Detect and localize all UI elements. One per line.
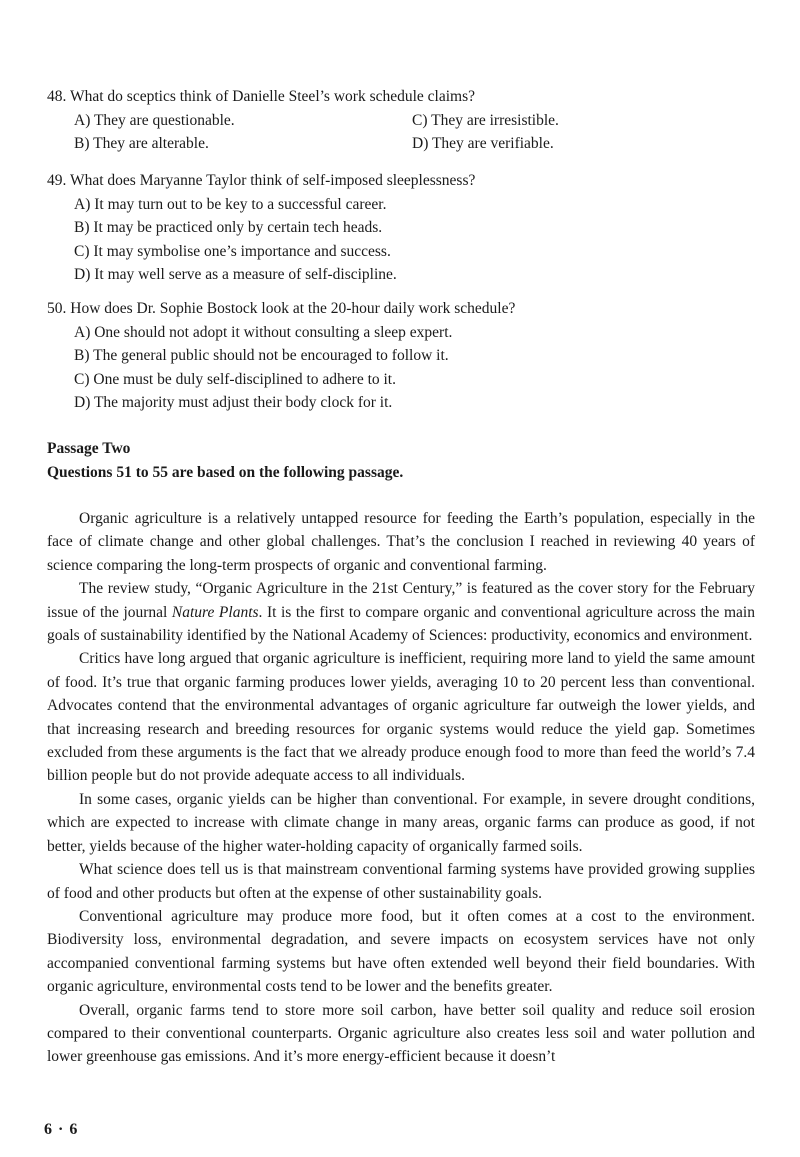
passage-paragraph-6: Conventional agriculture may produce more food, but it often comes at a cost to the environment. Biodiversity loss, environmental degradation, and severe impacts on ecosystem services have not only accompanied conventional farming systems but have often extended well beyond their field boundaries. With organic agriculture, environmental costs tend to be lower and the benefits greater. <box>47 907 755 996</box>
question-49-option-a: A) It may turn out to be key to a successful career. <box>74 195 387 213</box>
question-48-options-row-1 <box>47 109 767 133</box>
question-48-option-d: D) They are verifiable. <box>412 135 554 152</box>
passage-paragraph-2-start: The review study, “Organic Agriculture in the 21st Century,” is featured as the cover story for the February issue of the journal <box>47 580 755 621</box>
question-48 <box>47 85 767 156</box>
passage-body <box>47 507 755 1069</box>
question-50 <box>47 297 767 415</box>
question-49-option-b: B) It may be practiced only by certain tech heads. <box>74 219 383 236</box>
question-48-stem: 48. What do sceptics think of Danielle Steel’s work schedule claims? <box>47 88 476 105</box>
question-48-option-a: A) They are questionable. <box>74 111 235 129</box>
question-48-options-row-2 <box>47 132 767 156</box>
passage-title: Passage Two <box>47 440 131 457</box>
question-48-option-c: C) They are irresistible. <box>412 111 559 129</box>
question-48-option-b: B) They are alterable. <box>74 135 209 152</box>
page-number: 6 · 6 <box>44 1121 79 1138</box>
passage-instruction: Questions 51 to 55 are based on the following passage. <box>47 464 404 481</box>
passage-paragraph-5: What science does tell us is that mainstream conventional farming systems have provided growing supplies of food and other products but often at the expense of other sustainability goals. <box>47 861 755 902</box>
question-50-option-b: B) The general public should not be encouraged to follow it. <box>74 347 449 364</box>
question-49-option-d: D) It may well serve as a measure of self-discipline. <box>74 266 397 283</box>
journal-title: Nature Plants <box>171 603 259 621</box>
question-50-option-a: A) One should not adopt it without consulting a sleep expert. <box>74 323 453 341</box>
passage-paragraph-1: Organic agriculture is a relatively untapped resource for feeding the Earth’s population, especially in the face of climate change and other global challenges. That’s the conclusion I reached in reviewing 40 years of science comparing the long-term prospects of organic and conventional farming. <box>47 510 755 574</box>
passage-paragraph-7: Overall, organic farms tend to store more soil carbon, have better soil quality and reduce soil erosion compared to their conventional counterparts. Organic agriculture also creates less soil and water pollution and lower greenhouse gas emissions. And it’s more energy-efficient because it doesn’t <box>47 1001 755 1066</box>
passage-paragraph-2-end: . It is the first to compare organic and conventional agriculture across the main goals of sustainability identified by the National Academy of Sciences: productivity, economics and environment. <box>47 603 755 645</box>
question-49-stem: 49. What does Maryanne Taylor think of self-imposed sleeplessness? <box>47 172 476 189</box>
question-49 <box>47 169 767 287</box>
passage-paragraph-4: In some cases, organic yields can be higher than conventional. For example, in severe drought conditions, which are expected to increase with climate change in many areas, organic farms can produce as good, if not better, yields because of the higher water-holding capacity of organically farmed soils. <box>47 790 755 855</box>
question-50-option-d: D) The majority must adjust their body clock for it. <box>74 394 393 411</box>
question-50-option-c: C) One must be duly self-disciplined to adhere to it. <box>74 370 396 388</box>
question-50-stem: 50. How does Dr. Sophie Bostock look at the 20-hour daily work schedule? <box>47 300 516 317</box>
passage-paragraph-2 <box>47 577 755 647</box>
passage-paragraph-3: Critics have long argued that organic agriculture is inefficient, requiring more land to yield the same amount of food. It’s true that organic farming produces lower yields, averaging 10 to 20 percent less than conventional. Advocates contend that the environmental advantages of organic agriculture far outweigh the lower yields, and that increasing research and breeding resources for organic systems would reduce the yield gap. Sometimes excluded from these arguments is the fact that we already produce enough food to more than feed the world’s 7.4 billion people but do not provide adequate access to all individuals. <box>47 650 755 785</box>
question-49-option-c: C) It may symbolise one’s importance and success. <box>74 242 391 260</box>
